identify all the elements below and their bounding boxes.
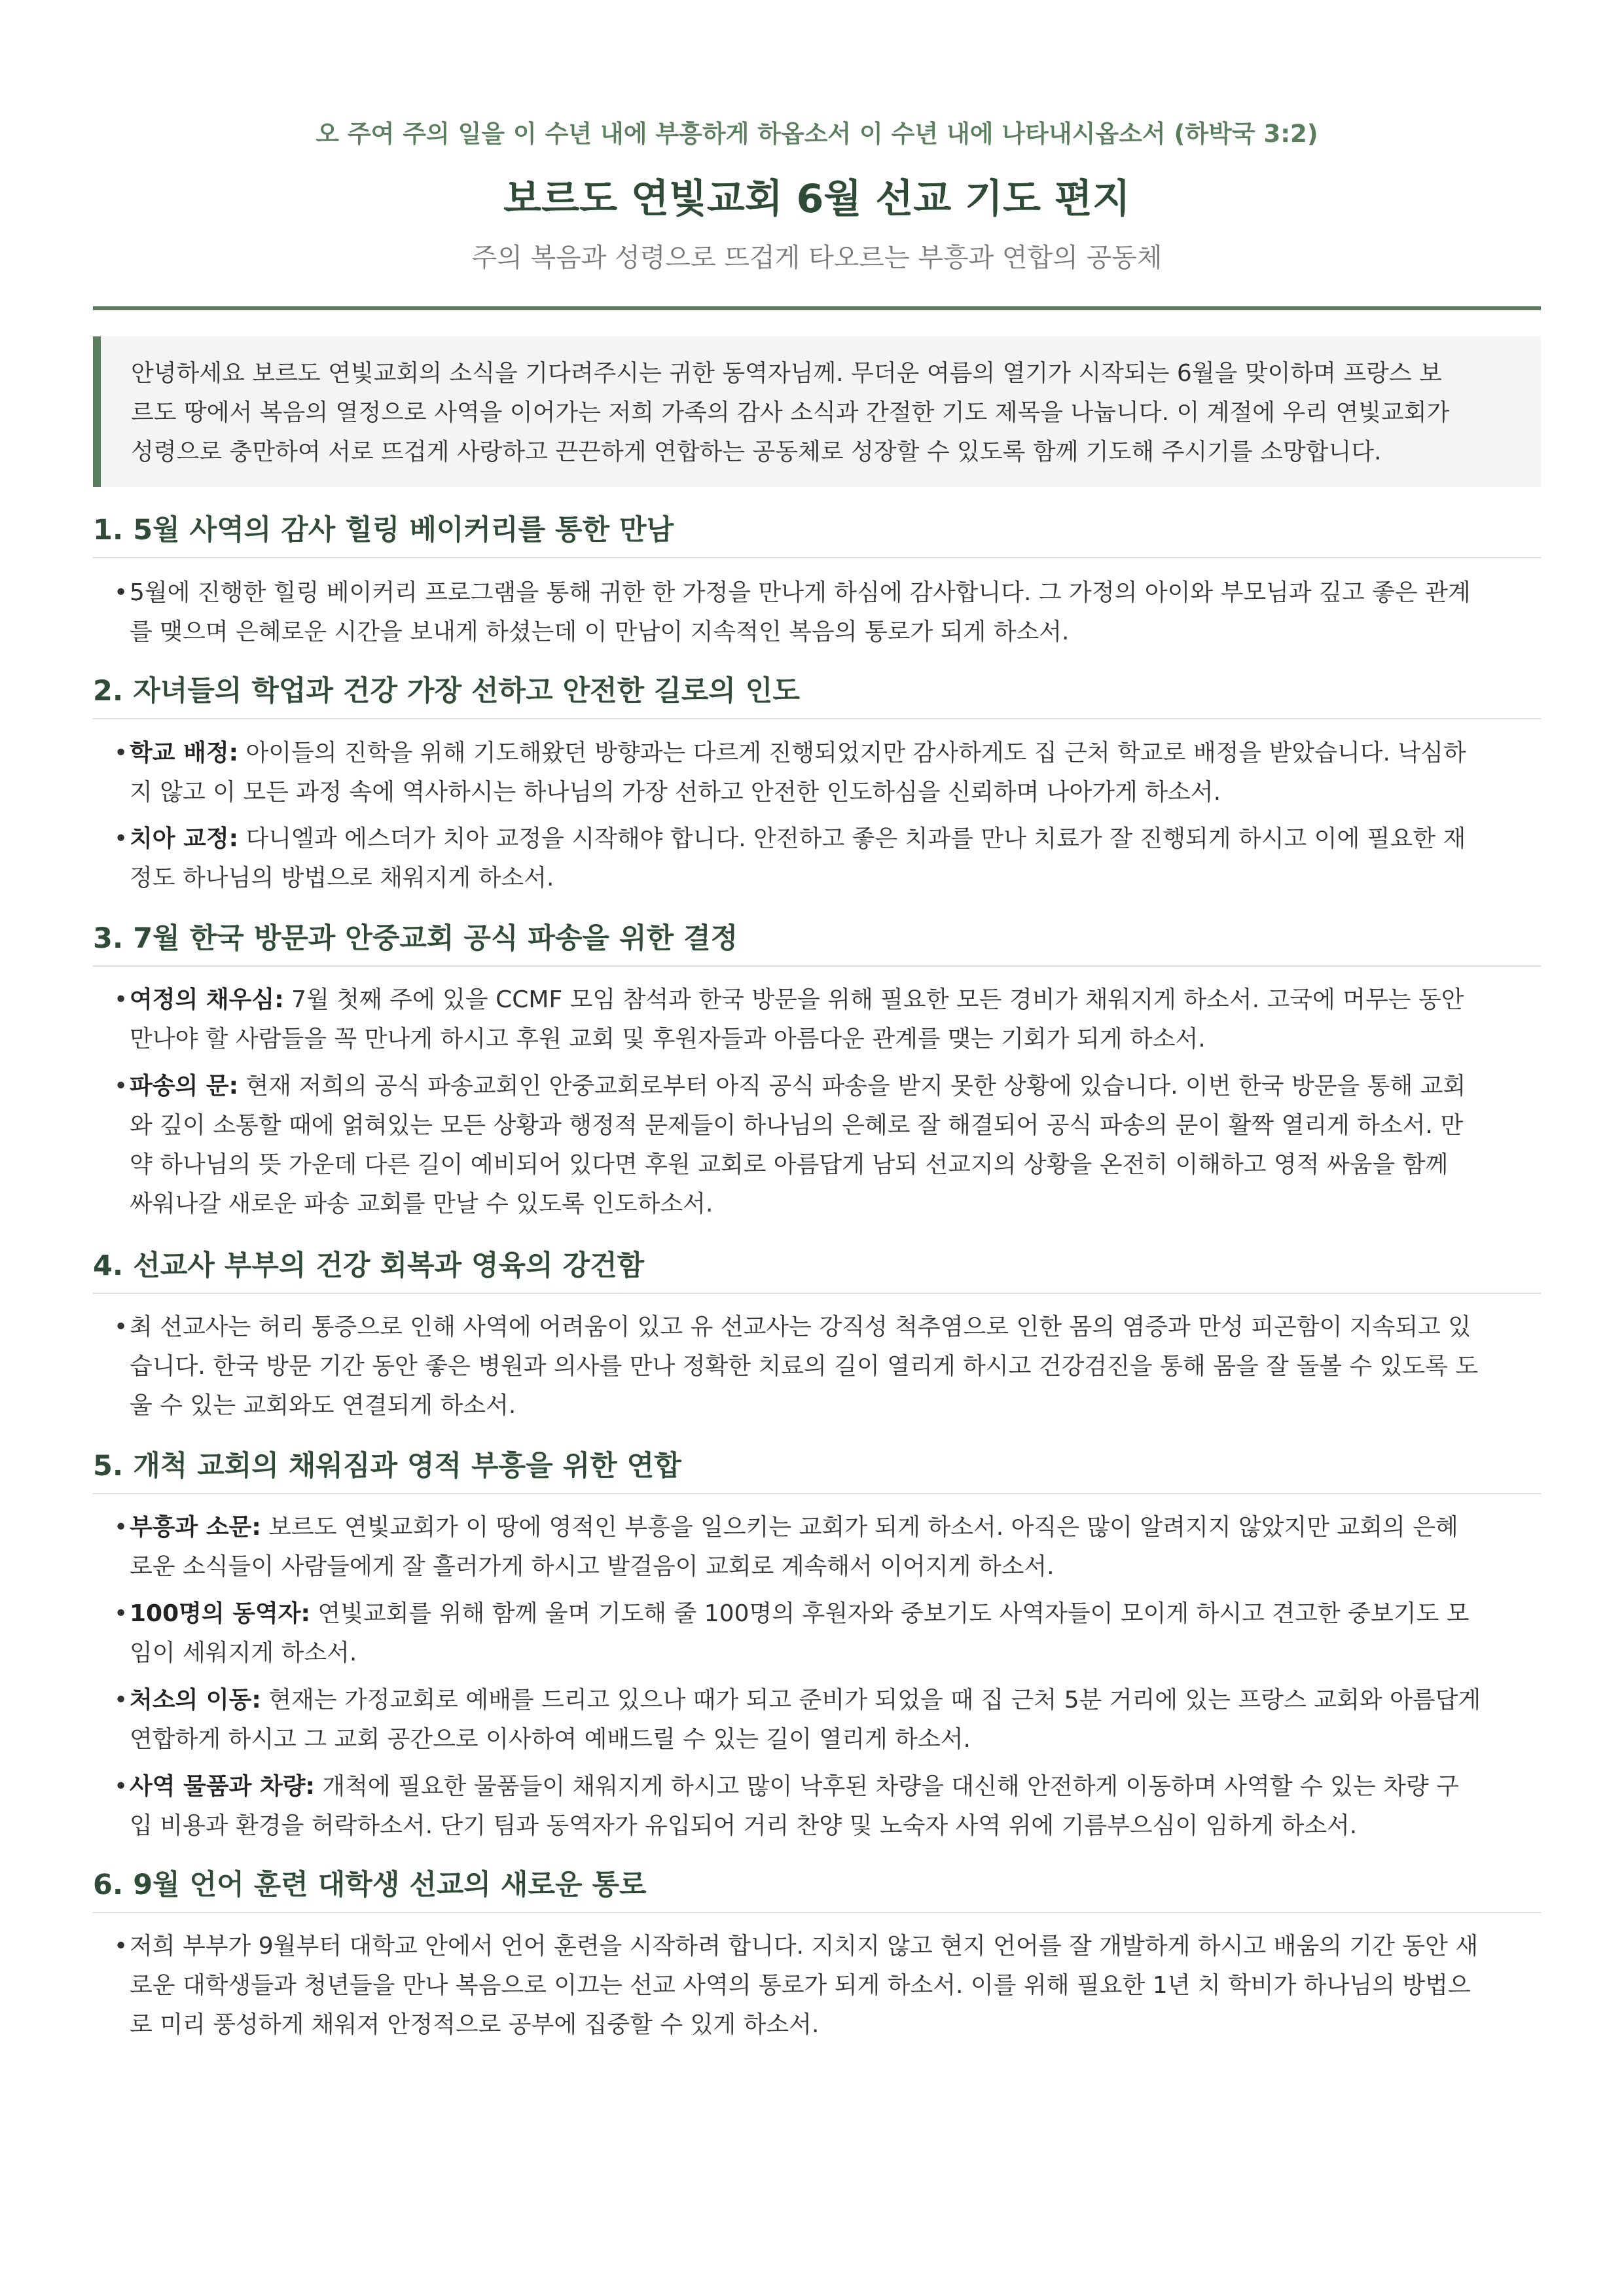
page-subtitle: 주의 복음과 성령으로 뜨겁게 타오르는 부흥과 연합의 공동체 bbox=[471, 243, 1163, 273]
item-text-line: 습니다. 한국 방문 기간 동안 좋은 병원과 의사를 만나 정확한 치료의 길이 열리게 하시고 건강검진을 통해 몸을 잘 돌볼 수 있도록 도 bbox=[130, 1353, 1479, 1380]
prayer-letter-page bbox=[93, 0, 1541, 2296]
item-text-line: 로 미리 풍성하게 채워져 안정적으로 공부에 집중할 수 있게 하소서. bbox=[130, 2011, 820, 2038]
item-text-line: 울 수 있는 교회와도 연결되게 하소서. bbox=[130, 1392, 516, 1419]
bullet-icon: • bbox=[114, 740, 128, 766]
item-label: 학교 배정: bbox=[130, 740, 239, 766]
item-text-line: 약 하나님의 뜻 가운데 다른 길이 예비되어 있다면 후원 교회로 아름답게 남되 선교지의 상황을 온전히 이해하고 영적 싸움을 함께 bbox=[130, 1151, 1449, 1178]
item-text: 아이들의 진학을 위해 기도해왔던 방향과는 다르게 진행되었지만 감사하게도 집 근처 학교로 배정을 받았습니다. 낙심하 bbox=[238, 740, 1466, 766]
list-item bbox=[93, 819, 1541, 898]
item-text-line: 만나야 할 사람들을 꼭 만나게 하시고 후원 교회 및 후원자들과 아름다운 관계를 맺는 기회가 되게 하소서. bbox=[130, 1026, 1206, 1052]
item-text: 현재 저희의 공식 파송교회인 안중교회로부터 아직 공식 파송을 받지 못한 상황에 있습니다. 이번 한국 방문을 통해 교회 bbox=[238, 1073, 1466, 1100]
item-text: 개척에 필요한 물품들이 채워지게 하시고 많이 낙후된 차량을 대신해 안전하게 이동하며 사역할 수 있는 차량 구 bbox=[314, 1773, 1459, 1800]
section-divider bbox=[93, 718, 1541, 719]
section-3-heading: 3. 7월 한국 방문과 안중교회 공식 파송을 위한 결정 bbox=[93, 922, 738, 955]
item-label: 여정의 채우심: bbox=[130, 986, 284, 1013]
bullet-icon: • bbox=[114, 1600, 128, 1627]
bullet-icon: • bbox=[114, 986, 128, 1013]
item-text: 보르도 연빛교회가 이 땅에 영적인 부흥을 일으키는 교회가 되게 하소서. 아직은 많이 알려지지 않았지만 교회의 은혜 bbox=[261, 1514, 1458, 1541]
section-divider bbox=[93, 1293, 1541, 1294]
intro-line: 안녕하세요 보르도 연빛교회의 소식을 기다려주시는 귀한 동역자님께. 무더운 여름의 열기가 시작되는 6월을 맞이하며 프랑스 보 bbox=[131, 360, 1442, 387]
list-item bbox=[93, 1308, 1541, 1426]
page-title: 보르도 연빛교회 6월 선교 기도 편지 bbox=[503, 176, 1130, 222]
list-item bbox=[93, 1927, 1541, 2045]
section-5-heading: 5. 개척 교회의 채워짐과 영적 부흥을 위한 연합 bbox=[93, 1450, 681, 1482]
bible-verse: 오 주여 주의 일을 이 수년 내에 부흥하게 하옵소서 이 수년 내에 나타내시옵소서 (하박국 3:2) bbox=[316, 120, 1318, 148]
item-text-line bbox=[93, 1067, 1541, 1106]
bullet-icon: • bbox=[114, 1687, 128, 1713]
header-divider bbox=[93, 306, 1541, 310]
section-divider bbox=[93, 1493, 1541, 1494]
item-text-line bbox=[93, 980, 1541, 1020]
item-text-line bbox=[93, 1508, 1541, 1547]
item-text: 연빛교회를 위해 함께 울며 기도해 줄 100명의 후원자와 중보기도 사역자들이 모이게 하시고 견고한 중보기도 모 bbox=[310, 1600, 1470, 1627]
section-divider bbox=[93, 965, 1541, 967]
list-item bbox=[93, 1767, 1541, 1846]
section-1-heading: 1. 5월 사역의 감사 힐링 베이커리를 통한 만남 bbox=[93, 514, 674, 547]
item-text-line: 5월에 진행한 힐링 베이커리 프로그램을 통해 귀한 한 가정을 만나게 하심에 감사합니다. 그 가정의 아이와 부모님과 깊고 좋은 관계 bbox=[130, 579, 1471, 606]
section-divider bbox=[93, 1912, 1541, 1913]
item-label: 100명의 동역자: bbox=[130, 1600, 310, 1627]
bullet-icon: • bbox=[114, 1314, 128, 1340]
item-text-line: 싸워나갈 새로운 파송 교회를 만날 수 있도록 인도하소서. bbox=[130, 1191, 713, 1217]
item-text-line bbox=[93, 1681, 1541, 1720]
list-item bbox=[93, 573, 1541, 652]
section-2-heading: 2. 자녀들의 학업과 건강 가장 선하고 안전한 길로의 인도 bbox=[93, 675, 800, 708]
section-divider bbox=[93, 557, 1541, 558]
list-item bbox=[93, 1681, 1541, 1759]
item-text: 다니엘과 에스더가 치아 교정을 시작해야 합니다. 안전하고 좋은 치과를 만나 치료가 잘 진행되게 하시고 이에 필요한 재 bbox=[238, 825, 1466, 852]
item-label: 치아 교정: bbox=[130, 825, 239, 852]
list-item bbox=[93, 1594, 1541, 1673]
bullet-icon: • bbox=[114, 825, 128, 852]
item-text-line: 지 않고 이 모든 과정 속에 역사하시는 하나님의 가장 선하고 안전한 인도하심을 신뢰하며 나아가게 하소서. bbox=[130, 779, 1221, 806]
list-item bbox=[93, 1508, 1541, 1587]
item-text-line: 임이 세워지게 하소서. bbox=[130, 1640, 357, 1666]
item-text-line bbox=[93, 1594, 1541, 1634]
item-text-line: 입 비용과 환경을 허락하소서. 단기 팀과 동역자가 유입되어 거리 찬양 및 노숙자 사역 위에 기름부으심이 임하게 하소서. bbox=[130, 1812, 1358, 1839]
item-text-line: 를 맺으며 은혜로운 시간을 보내게 하셨는데 이 만남이 지속적인 복음의 통로가 되게 하소서. bbox=[130, 619, 1070, 645]
intro-box bbox=[93, 336, 1541, 487]
item-text-line: 와 깊이 소통할 때에 얽혀있는 모든 상황과 행정적 문제들이 하나님의 은혜로 잘 해결되어 공식 파송의 문이 활짝 열리게 하소서. 만 bbox=[130, 1112, 1464, 1139]
intro-line: 르도 땅에서 복음의 열정으로 사역을 이어가는 저희 가족의 감사 소식과 간절한 기도 제목을 나눕니다. 이 계절에 우리 연빛교회가 bbox=[131, 399, 1450, 426]
item-text: 7월 첫째 주에 있을 CCMF 모임 참석과 한국 방문을 위해 필요한 모든 경비가 채워지게 하소서. 고국에 머무는 동안 bbox=[283, 986, 1464, 1013]
item-text-line bbox=[93, 819, 1541, 859]
item-text-line bbox=[93, 1767, 1541, 1806]
list-item bbox=[93, 980, 1541, 1059]
item-text-line: 최 선교사는 허리 통증으로 인해 사역에 어려움이 있고 유 선교사는 강직성 척추염으로 인한 몸의 염증과 만성 피곤함이 지속되고 있 bbox=[130, 1314, 1471, 1340]
bullet-icon: • bbox=[114, 579, 128, 606]
item-text-line: 저희 부부가 9월부터 대학교 안에서 언어 훈련을 시작하려 합니다. 지치지 않고 현지 언어를 잘 개발하게 하시고 배움의 기간 동안 새 bbox=[130, 1933, 1479, 1960]
section-6-heading: 6. 9월 언어 훈련 대학생 선교의 새로운 통로 bbox=[93, 1869, 647, 1901]
bullet-icon: • bbox=[114, 1773, 128, 1800]
bullet-icon: • bbox=[114, 1514, 128, 1541]
list-item bbox=[93, 734, 1541, 812]
section-4-heading: 4. 선교사 부부의 건강 회복과 영육의 강건함 bbox=[93, 1249, 645, 1282]
bullet-icon: • bbox=[114, 1933, 128, 1960]
intro-line: 성령으로 충만하여 서로 뜨겁게 사랑하고 끈끈하게 연합하는 공동체로 성장할 수 있도록 함께 기도해 주시기를 소망합니다. bbox=[131, 439, 1382, 465]
list-item bbox=[93, 1067, 1541, 1224]
bullet-icon: • bbox=[114, 1073, 128, 1100]
item-text: 현재는 가정교회로 예배를 드리고 있으나 때가 되고 준비가 되었을 때 집 근처 5분 거리에 있는 프랑스 교회와 아름답게 bbox=[261, 1687, 1481, 1713]
item-label: 사역 물품과 차량: bbox=[130, 1773, 315, 1800]
item-text-line: 로운 소식들이 사람들에게 잘 흘러가게 하시고 발걸음이 교회로 계속해서 이어지게 하소서. bbox=[130, 1553, 1055, 1580]
item-text-line bbox=[93, 734, 1541, 773]
item-label: 처소의 이동: bbox=[130, 1687, 261, 1713]
item-text-line: 연합하게 하시고 그 교회 공간으로 이사하여 예배드릴 수 있는 길이 열리게 하소서. bbox=[130, 1726, 971, 1753]
item-label: 파송의 문: bbox=[130, 1073, 239, 1100]
item-label: 부흥과 소문: bbox=[130, 1514, 261, 1541]
item-text-line: 정도 하나님의 방법으로 채워지게 하소서. bbox=[130, 865, 554, 891]
item-text-line: 로운 대학생들과 청년들을 만나 복음으로 이끄는 선교 사역의 통로가 되게 하소서. 이를 위해 필요한 1년 치 학비가 하나님의 방법으 bbox=[130, 1972, 1471, 1999]
